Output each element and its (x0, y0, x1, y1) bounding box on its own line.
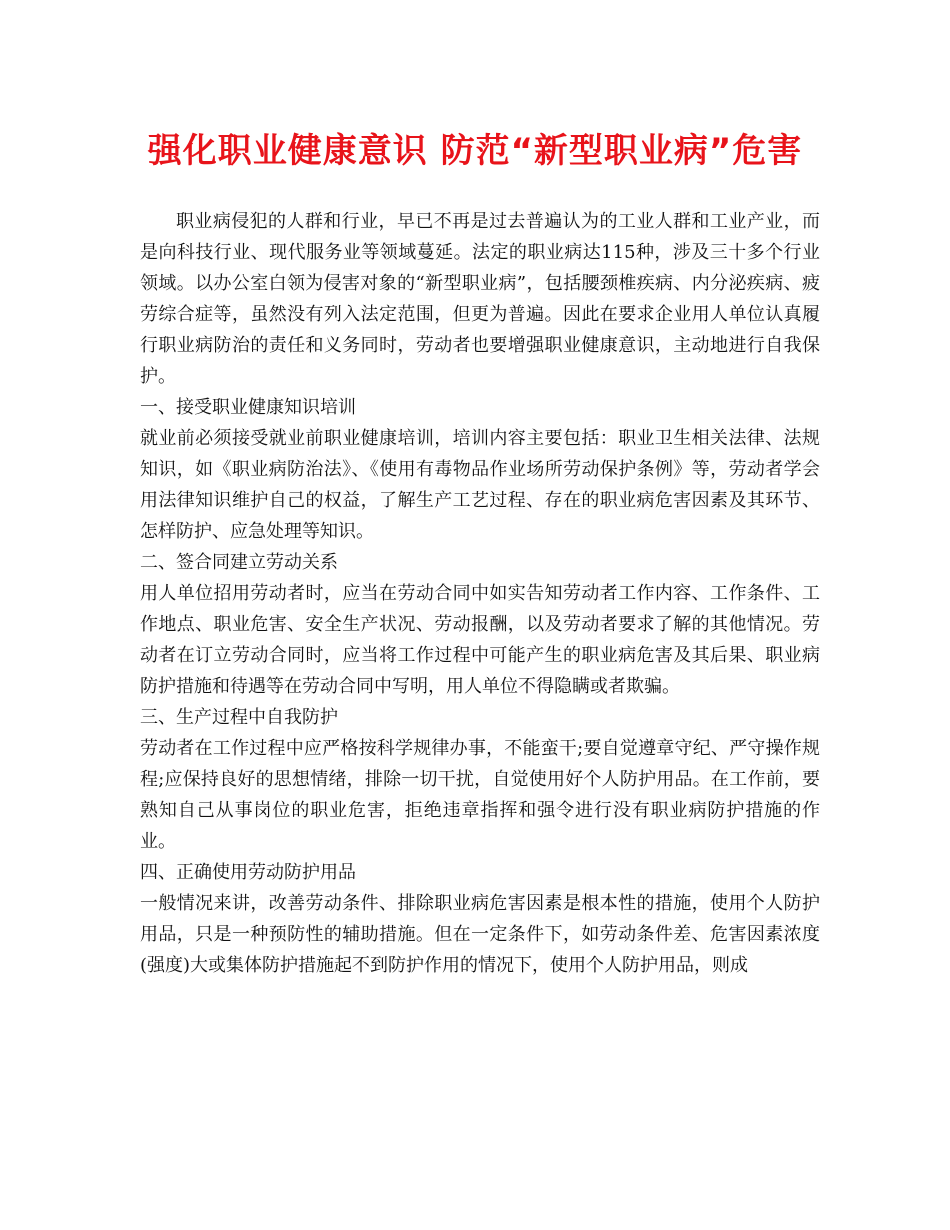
section-heading-3: 三、生产过程中自我防护 (140, 707, 338, 728)
document-title: 强化职业健康意识 防范“新型职业病”危害 (147, 131, 803, 171)
section-body-2: 用人单位招用劳动者时，应当在劳动合同中如实告知劳动者工作内容、工作条件、工作地点、职业危害、安全生产状况、劳动报酬，以及劳动者要求了解的其他情况。劳动者在订立劳动合同时，应当将工作过程中可能产生的职业病危害及其后果、职业病防护措施和待遇等在劳动合同中写明，用人单位不得隐瞒或者欺骗。 (140, 583, 820, 697)
section-heading-4: 四、正确使用劳动防护用品 (140, 862, 356, 883)
section-body-1: 就业前必须接受就业前职业健康培训，培训内容主要包括：职业卫生相关法律、法规知识，如《职业病防治法》、《使用有毒物品作业场所劳动保护条例》等，劳动者学会用法律知识维护自己的权益，了解生产工艺过程、存在的职业病危害因素及其环节、怎样防护、应急处理等知识。 (140, 428, 820, 542)
document-body (140, 206, 820, 981)
section-heading-2: 二、签合同建立劳动关系 (140, 552, 338, 573)
intro-paragraph: 职业病侵犯的人群和行业，早已不再是过去普遍认为的工业人群和工业产业，而是向科技行业、现代服务业等领域蔓延。法定的职业病达115种，涉及三十多个行业领域。以办公室白领为侵害对象的“新型职业病”，包括腰颈椎疾病、内分泌疾病、疲劳综合症等，虽然没有列入法定范围，但更为普遍。因此在要求企业用人单位认真履行职业病防治的责任和义务同时，劳动者也要增强职业健康意识，主动地进行自我保护。 (140, 211, 820, 387)
section-body-4: 一般情况来讲，改善劳动条件、排除职业病危害因素是根本性的措施，使用个人防护用品，只是一种预防性的辅助措施。但在一定条件下，如劳动条件差、危害因素浓度(强度)大或集体防护措施起不到防护作用的情况下，使用个人防护用品，则成 (140, 893, 820, 976)
section-body-3: 劳动者在工作过程中应严格按科学规律办事，不能蛮干;要自觉遵章守纪、严守操作规程;应保持良好的思想情绪，排除一切干扰，自觉使用好个人防护用品。在工作前，要熟知自己从事岗位的职业危害，拒绝违章指挥和强令进行没有职业病防护措施的作业。 (140, 738, 820, 852)
section-heading-1: 一、接受职业健康知识培训 (140, 397, 356, 418)
